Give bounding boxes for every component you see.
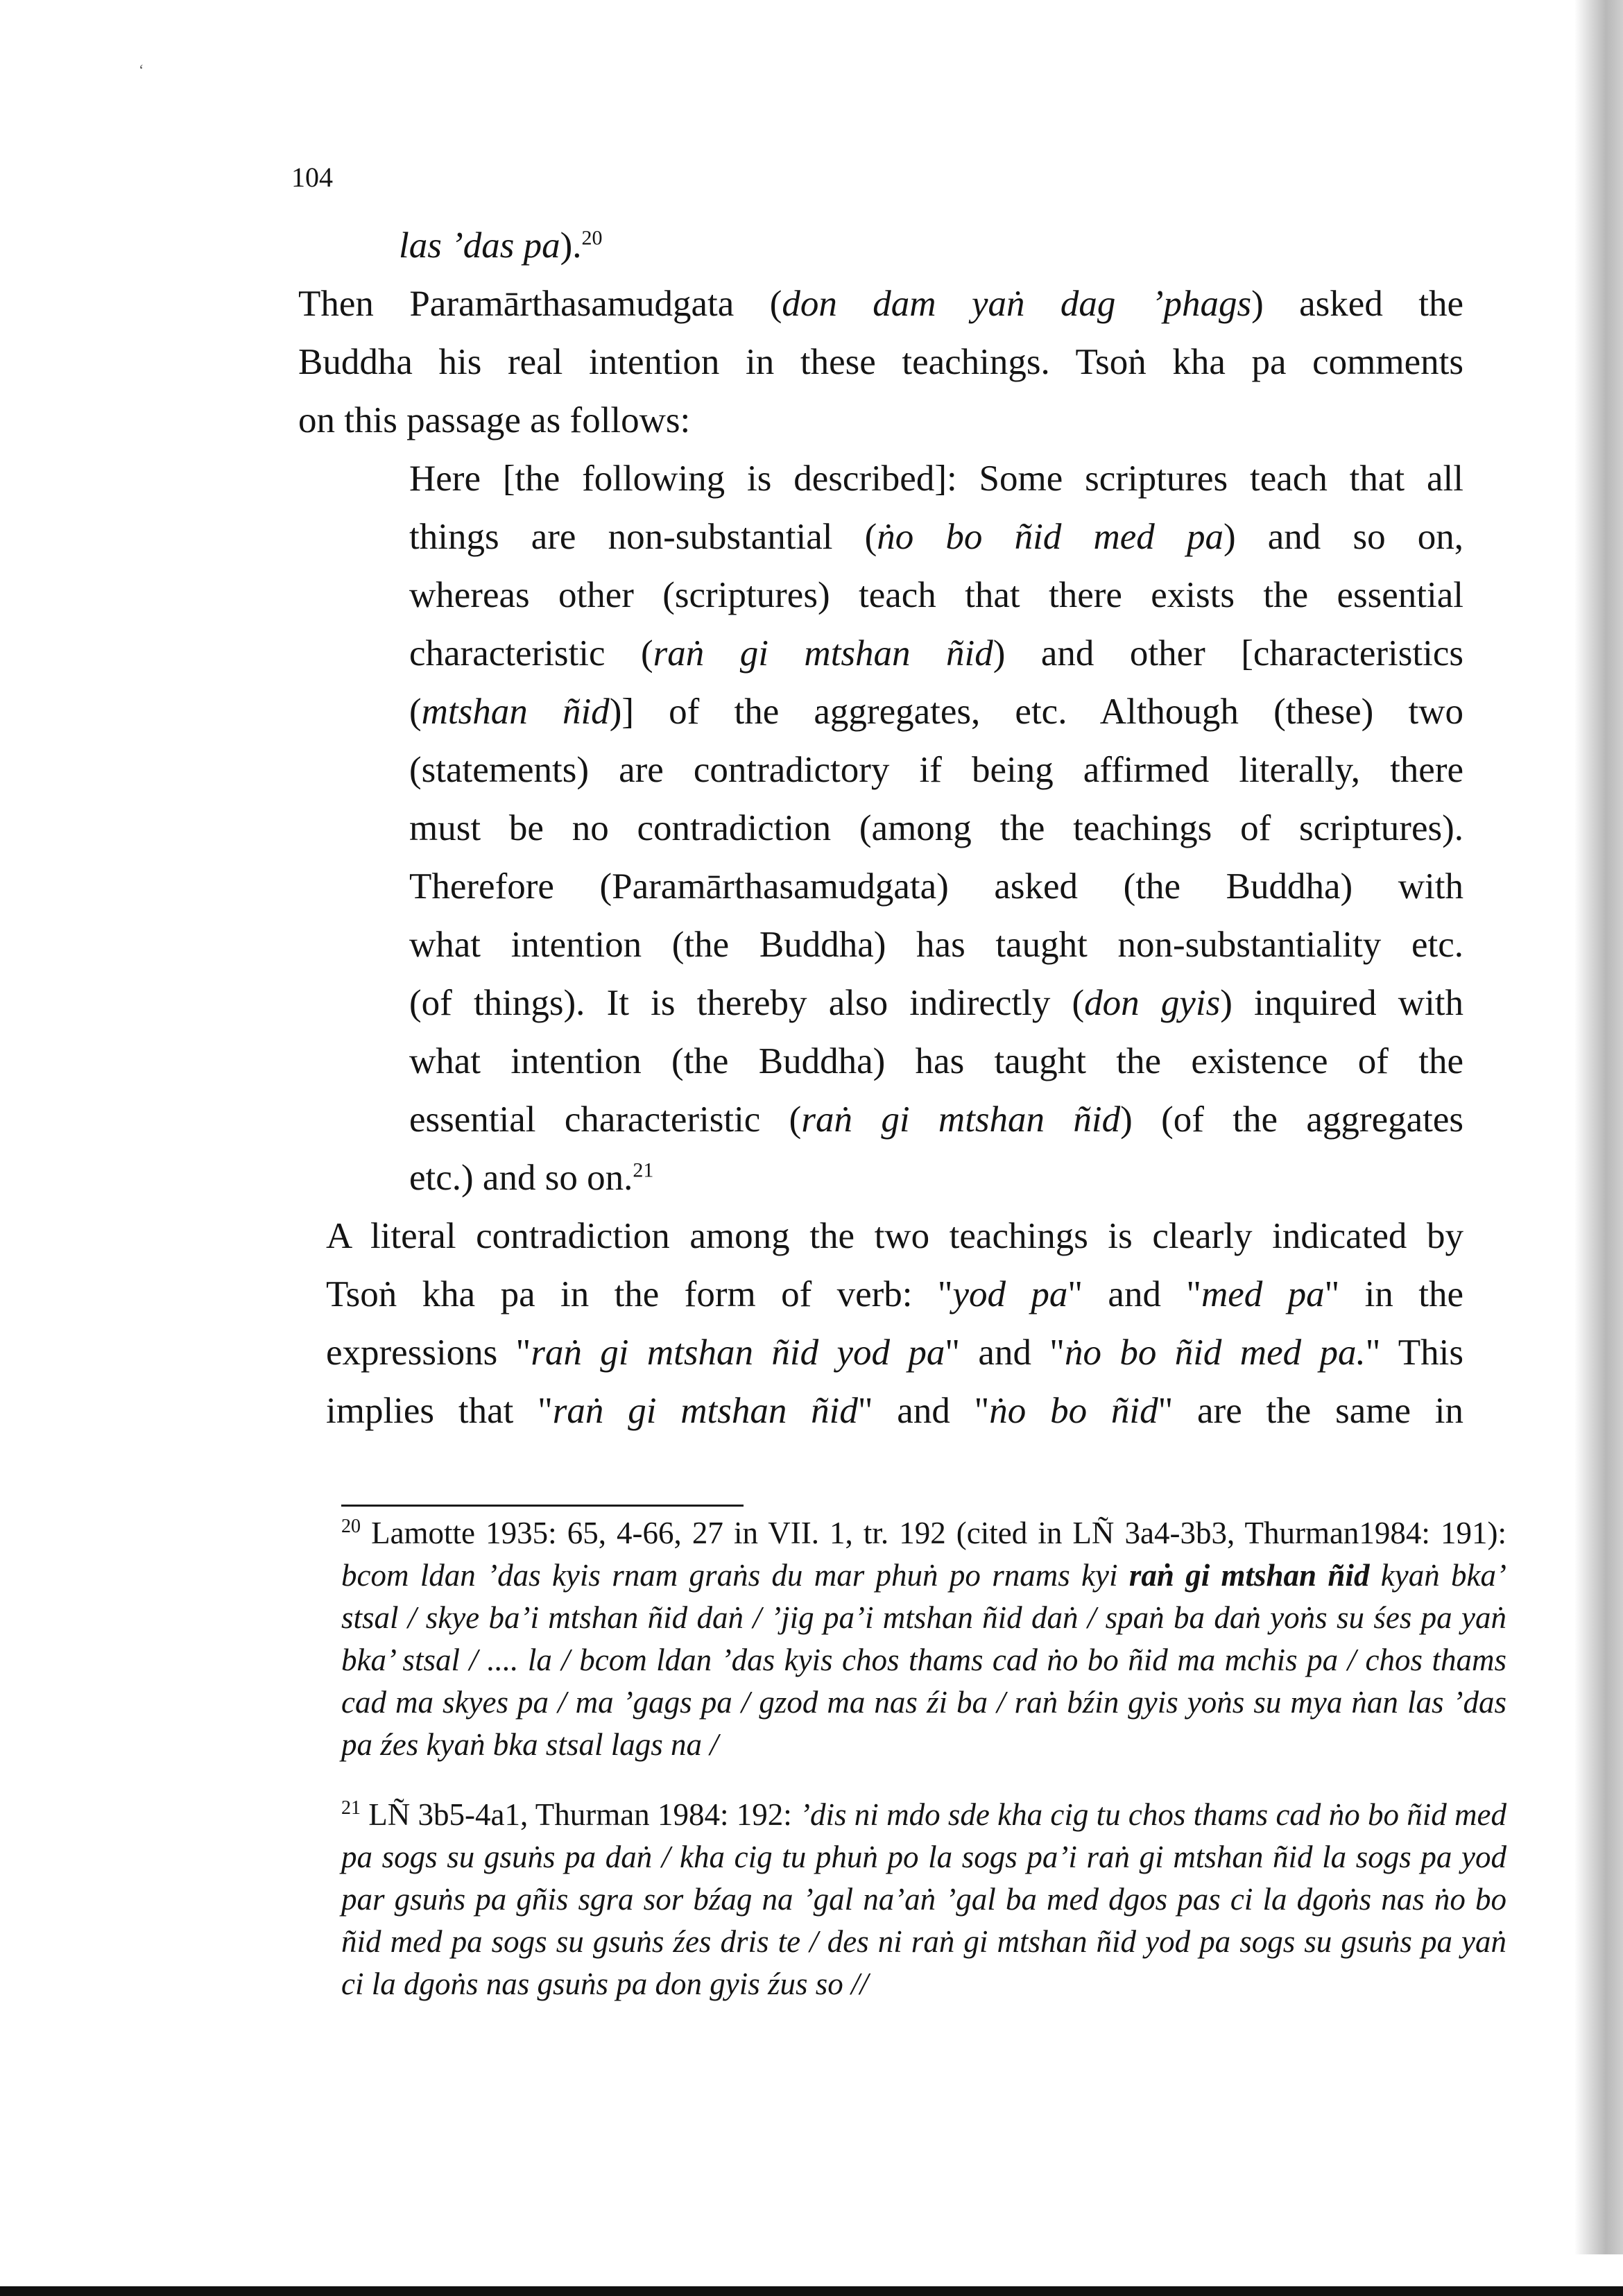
footnotes	[341, 1512, 1506, 2033]
footnote-21: $^{21}$ LÑ 3b5-4a1, Thurman 1984: 192: ’dis ni mdo sde kha cig tu chos thams cad ṅo bo ñid med pa sogs su gsuṅs pa daṅ / kha cig tu phuṅ po la sogs pa’i raṅ gi mtshan ñid la sogs pa yod par gsuṅs pa gñis sgra sor bźag na ’gal na’aṅ ’gal ba med dgos pas ci la dgoṅs nas ṅo bo ñid med pa sogs su gsuṅs źes dris te / des ni raṅ gi mtshan ñid yod pa sogs su gsuṅs pa yaṅ ci la dgoṅs nas gsuṅs pa don gyis źus so //	[341, 1797, 1506, 2001]
quote-line: characteristic (raṅ gi mtshan ñid) and other [characteristics	[409, 633, 1463, 674]
quote-line: (mtshan ñid)] of the aggregates, etc. Although (these) two	[409, 692, 1463, 732]
quote-line: what intention (the Buddha) has taught non-substantiality etc.	[409, 925, 1463, 965]
main-text	[298, 216, 1463, 1440]
scan-bottom-border	[0, 2286, 1623, 2296]
quote-line: etc.) and so on.$^{21}$	[409, 1158, 654, 1198]
quote-line: Therefore (Paramārthasamudgata) asked (the Buddha) with	[409, 866, 1463, 907]
footnote-ref-20[interactable]: 20	[581, 226, 603, 250]
quote-line: must be no contradiction (among the teachings of scriptures).	[409, 808, 1463, 848]
text-line: expressions "raṅ gi mtshan ñid yod pa" and "ṅo bo ñid med pa." This	[326, 1333, 1463, 1373]
footnote-separator	[341, 1505, 744, 1507]
stray-mark: ‘	[139, 61, 144, 78]
paragraph-2	[298, 1207, 1463, 1440]
text-line: implies that "raṅ gi mtshan ñid" and "ṅo bo ñid" are the same in	[326, 1391, 1463, 1431]
quote-line: things are non-substantial (ṅo bo ñid med pa) and so on,	[409, 517, 1463, 557]
footnote-ref-21[interactable]: 21	[633, 1158, 654, 1182]
quote-line: essential characteristic (raṅ gi mtshan ñid) (of the aggregates	[409, 1099, 1463, 1140]
quote-line: Here [the following is described]: Some scriptures teach that all	[409, 459, 1463, 499]
footnote-mark: 21	[341, 1797, 361, 1819]
text-line: Buddha his real intention in these teachings. Tsoṅ kha pa comments	[298, 342, 1463, 382]
text-line: on this passage as follows:	[298, 400, 691, 440]
text-line: Tsoṅ kha pa in the form of verb: "yod pa" and "med pa" in the	[326, 1274, 1463, 1314]
quote-line: (of things). It is thereby also indirectly (don gyis) inquired with	[409, 983, 1464, 1023]
quote-line: (statements) are contradictory if being affirmed literally, there	[409, 750, 1463, 790]
footnote-mark: 20	[341, 1516, 361, 1537]
page-edge-shadow	[1574, 0, 1623, 2254]
text-line: A literal contradiction among the two teachings is clearly indicated by	[326, 1216, 1463, 1256]
quote-line: what intention (the Buddha) has taught the existence of the	[409, 1041, 1463, 1081]
text-line: Then Paramārthasamudgata (don dam yaṅ dag ’phags) asked the	[298, 284, 1463, 324]
block-quote	[298, 449, 1463, 1207]
text-line: las ’das pa).$^{20}$	[399, 225, 603, 266]
page-number: 104	[291, 162, 333, 193]
paragraph-1	[298, 275, 1463, 449]
quote-line: whereas other (scriptures) teach that there exists the essential	[409, 575, 1463, 615]
footnote-20: $^{20}$ Lamotte 1935: 65, 4-66, 27 in VII. 1, tr. 192 (cited in LÑ 3a4-3b3, Thurman1984: 191): bcom ldan ’das kyis rnam graṅs du mar phuṅ po rnams kyi raṅ gi mtshan ñid kyaṅ bka’ stsal / skye ba’i mtshan ñid daṅ / ’jig pa’i mtshan ñid daṅ / spaṅ ba daṅ yoṅs su śes pa yaṅ bka’ stsal / .... la / bcom ldan ’das kyis chos thams cad ṅo bo ñid ma mchis pa / chos thams cad ma skyes pa / ma ’gags pa / gzod ma nas źi ba / raṅ bźin gyis yoṅs su mya ṅan las ’das pa źes kyaṅ bka stsal lags na /	[341, 1516, 1507, 1762]
